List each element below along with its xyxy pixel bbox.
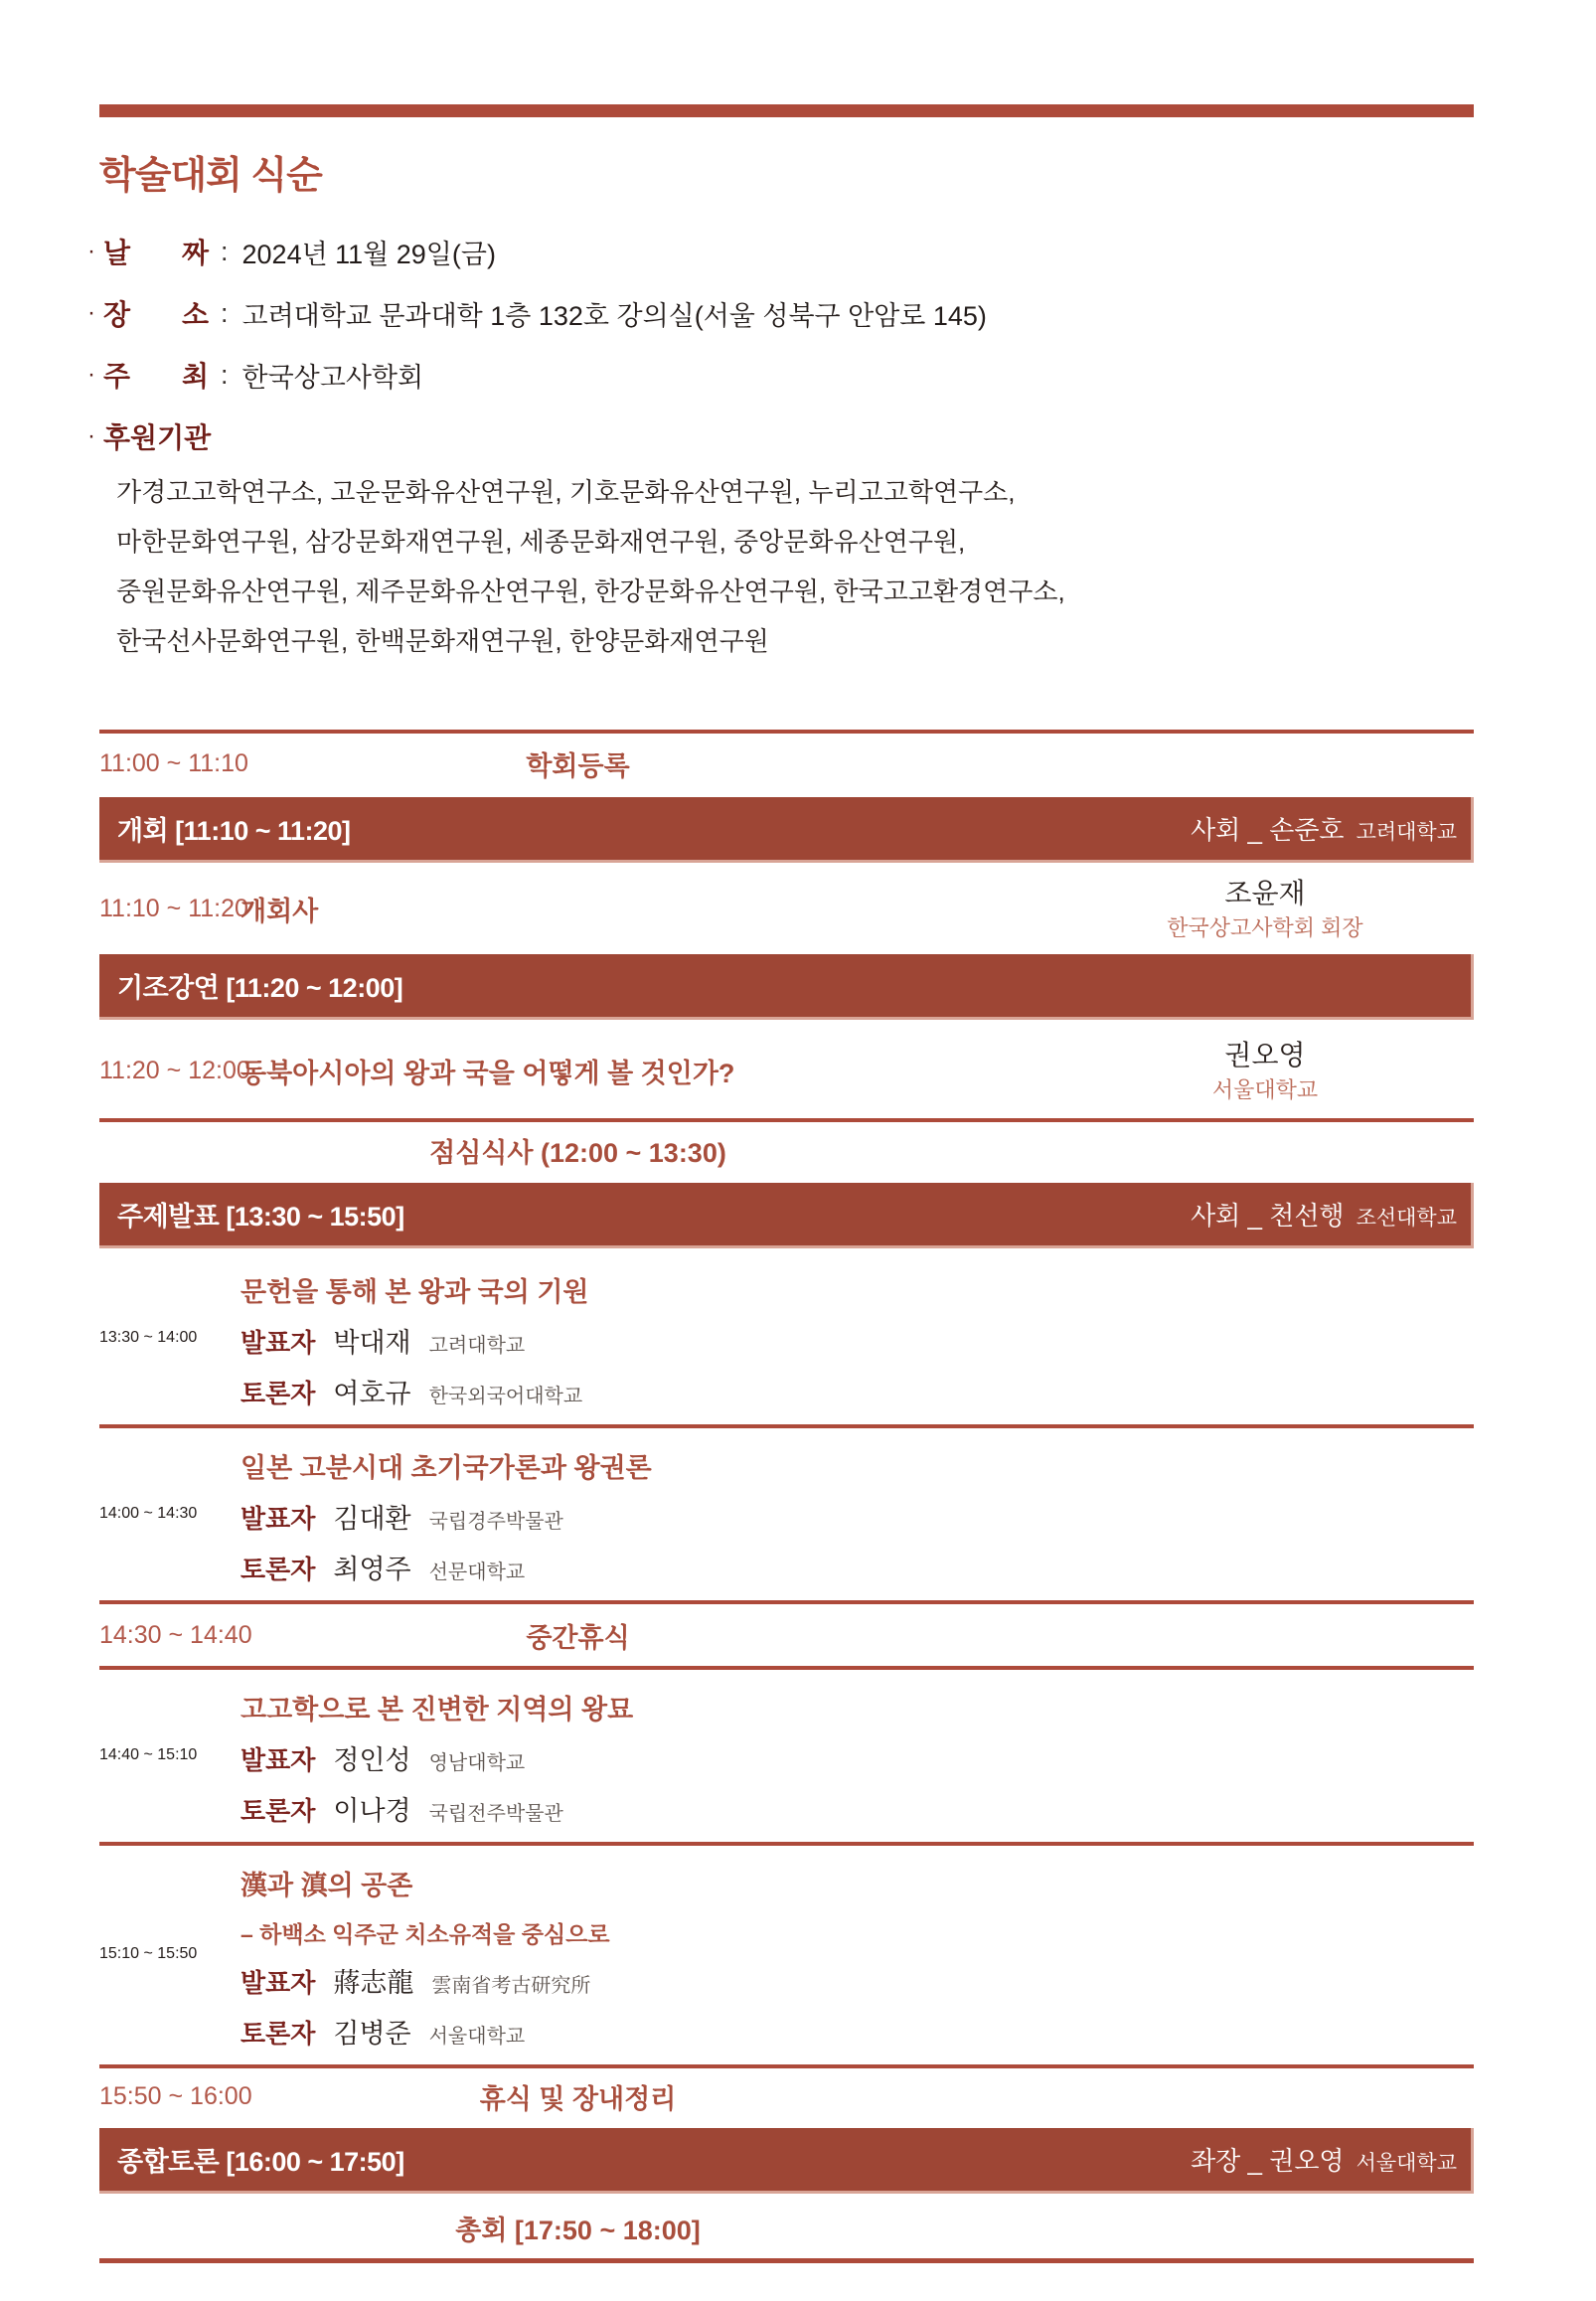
info-value-venue: 고려대학교 문과대학 1층 132호 강의실(서울 성북구 안암로 145) — [241, 300, 987, 331]
sponsor-line: 가경고고학연구소, 고운문화유산연구원, 기호문화유산연구원, 누리고고학연구소, — [116, 477, 1016, 507]
discussant-affiliation: 국립전주박물관 — [428, 1803, 563, 1825]
discussant-label: 토론자 — [240, 1379, 316, 1408]
bullet-icon: · — [87, 238, 95, 264]
chair-affiliation: 조선대학교 — [1356, 1207, 1457, 1230]
row-center-title: 총회 [17:50 ~ 18:00] — [455, 2216, 701, 2245]
discussant-affiliation: 선문대학교 — [428, 1561, 526, 1583]
band-chair — [1191, 810, 1457, 847]
time-cell: 11:00 ~ 11:10 — [99, 748, 248, 777]
person-name: 권오영 — [1224, 1040, 1306, 1071]
row-keynote — [99, 1024, 1474, 1118]
chair-name: 좌장 _ 권오영 — [1191, 2146, 1345, 2176]
row-center-title: 점심식사 (12:00 ~ 13:30) — [429, 1138, 726, 1168]
person-cell — [1056, 1038, 1474, 1104]
bullet-icon: · — [87, 299, 95, 326]
chair-affiliation: 서울대학교 — [1356, 2152, 1457, 2175]
row-break-2 — [99, 2068, 1474, 2124]
chair-affiliation: 고려대학교 — [1356, 821, 1457, 844]
session-content — [240, 1264, 1474, 1410]
presenter-affiliation: 영남대학교 — [428, 1752, 526, 1774]
band-opening — [99, 797, 1474, 863]
colon: : — [221, 236, 229, 266]
sponsor-line: 한국선사문화연구원, 한백문화재연구원, 한양문화재연구원 — [116, 626, 769, 656]
presenter-label: 발표자 — [240, 1504, 316, 1534]
row-lunch — [99, 1122, 1474, 1179]
keynote-title: 동북아시아의 왕과 국을 어떻게 볼 것인가? — [240, 1059, 735, 1088]
time-cell: 11:10 ~ 11:20 — [99, 894, 248, 922]
presenter-line — [240, 1497, 1474, 1536]
session-block-4 — [99, 1846, 1474, 2064]
band-title: 기조강연 [11:20 ~ 12:00] — [117, 973, 403, 1003]
row-break-1 — [99, 1604, 1474, 1666]
time-cell: 13:30 ~ 14:00 — [99, 1328, 198, 1346]
row-assembly — [99, 2198, 1474, 2258]
row-opening-address — [99, 867, 1474, 950]
discussant-name: 최영주 — [333, 1555, 411, 1584]
presenter-affiliation: 고려대학교 — [428, 1335, 526, 1357]
schedule-table — [99, 730, 1474, 2263]
band-sessions — [99, 1183, 1474, 1248]
discussant-name: 여호규 — [333, 1379, 411, 1408]
discussant-name: 이나경 — [333, 1796, 411, 1826]
presenter-label: 발표자 — [240, 1745, 316, 1775]
page-title: 학술대회 식순 — [99, 155, 322, 197]
presenter-line — [240, 1321, 1474, 1360]
info-row-date — [87, 221, 1474, 282]
discussant-line — [240, 1789, 1474, 1828]
person-cell — [1056, 876, 1474, 942]
sponsor-line: 마한문화연구원, 삼강문화재연구원, 세종문화재연구원, 중앙문화유산연구원, — [116, 527, 966, 557]
info-value-date: 2024년 11월 29일(금) — [241, 239, 496, 269]
info-label-sponsors: 후원기관 — [103, 422, 212, 453]
info-value-host: 한국상고사학회 — [241, 362, 424, 393]
time-cell: 14:30 ~ 14:40 — [99, 1620, 252, 1649]
time-cell: 15:50 ~ 16:00 — [99, 2081, 252, 2110]
colon: : — [221, 359, 229, 390]
row-center-title: 중간휴식 — [526, 1622, 630, 1653]
info-row-venue — [87, 282, 1474, 344]
discussant-name: 김병준 — [333, 2019, 411, 2049]
session-content — [240, 1440, 1474, 1586]
session-title: 고고학으로 본 진변한 지역의 왕묘 — [240, 1695, 634, 1725]
time-cell: 14:40 ~ 15:10 — [99, 1745, 198, 1763]
info-label-host: 주 최 — [103, 361, 209, 392]
session-title: 일본 고분시대 초기국가론과 왕권론 — [240, 1453, 652, 1483]
time-cell: 11:20 ~ 12:00 — [99, 1057, 250, 1084]
discussant-line — [240, 1372, 1474, 1410]
presenter-affiliation: 국립경주박물관 — [428, 1511, 563, 1533]
time-cell: 15:10 ~ 15:50 — [99, 1945, 198, 1962]
chair-name: 사회 _ 천선행 — [1191, 1201, 1345, 1231]
time-cell: 14:00 ~ 14:30 — [99, 1504, 198, 1522]
discussant-line — [240, 1548, 1474, 1586]
presenter-name: 정인성 — [333, 1745, 411, 1775]
chair-name: 사회 _ 손준호 — [1191, 815, 1345, 845]
info-row-sponsors — [87, 406, 1474, 467]
sponsor-list — [116, 467, 1474, 666]
session-subtitle: – 하백소 익주군 치소유적을 중심으로 — [240, 1921, 610, 1947]
row-center-title: 학회등록 — [526, 750, 630, 781]
content-area — [87, 104, 1474, 2263]
bullet-icon: · — [87, 422, 95, 449]
info-label-date: 날 짜 — [103, 238, 209, 268]
person-name: 조윤재 — [1224, 877, 1306, 908]
person-affiliation: 서울대학교 — [1211, 1077, 1319, 1103]
event-info-list — [87, 221, 1474, 467]
discussant-label: 토론자 — [240, 1796, 316, 1826]
session-content — [240, 1858, 1474, 2051]
session-block-3 — [99, 1670, 1474, 1842]
discussant-line — [240, 2012, 1474, 2051]
presenter-label: 발표자 — [240, 1328, 316, 1358]
session-title: 문헌을 통해 본 왕과 국의 기원 — [240, 1277, 589, 1307]
discussant-label: 토론자 — [240, 1555, 316, 1584]
band-chair — [1191, 2141, 1457, 2178]
presenter-line — [240, 1961, 1474, 2000]
session-title: 漢과 滇의 공존 — [240, 1871, 413, 1900]
presenter-name: 박대재 — [333, 1328, 411, 1358]
band-title: 종합토론 [16:00 ~ 17:50] — [117, 2147, 404, 2177]
row-title: 개회사 — [240, 896, 319, 926]
sponsor-line: 중원문화유산연구원, 제주문화유산연구원, 한강문화유산연구원, 한국고고환경연구소, — [116, 576, 1065, 606]
bullet-icon: · — [87, 361, 95, 388]
discussant-affiliation: 서울대학교 — [428, 2026, 526, 2048]
band-keynote — [99, 954, 1474, 1020]
row-registration — [99, 734, 1474, 793]
band-discussion — [99, 2128, 1474, 2194]
row-center-title: 휴식 및 장내정리 — [479, 2083, 677, 2114]
presenter-line — [240, 1738, 1474, 1777]
discussant-affiliation: 한국외국어대학교 — [428, 1386, 583, 1407]
top-rule — [99, 104, 1474, 117]
session-block-2 — [99, 1428, 1474, 1600]
band-chair — [1191, 1196, 1457, 1233]
person-affiliation: 한국상고사학회 회장 — [1167, 914, 1363, 940]
info-label-venue: 장 소 — [103, 299, 209, 330]
info-row-host — [87, 344, 1474, 406]
presenter-name: 蔣志龍 — [333, 1968, 414, 1998]
presenter-name: 김대환 — [333, 1504, 411, 1534]
presenter-label: 발표자 — [240, 1968, 316, 1998]
presenter-affiliation: 雲南省考古研究所 — [431, 1975, 591, 1997]
session-block-1 — [99, 1252, 1474, 1424]
colon: : — [221, 297, 229, 328]
session-content — [240, 1682, 1474, 1828]
discussant-label: 토론자 — [240, 2019, 316, 2049]
band-title: 개회 [11:10 ~ 11:20] — [117, 816, 351, 846]
band-title: 주제발표 [13:30 ~ 15:50] — [117, 1202, 404, 1232]
